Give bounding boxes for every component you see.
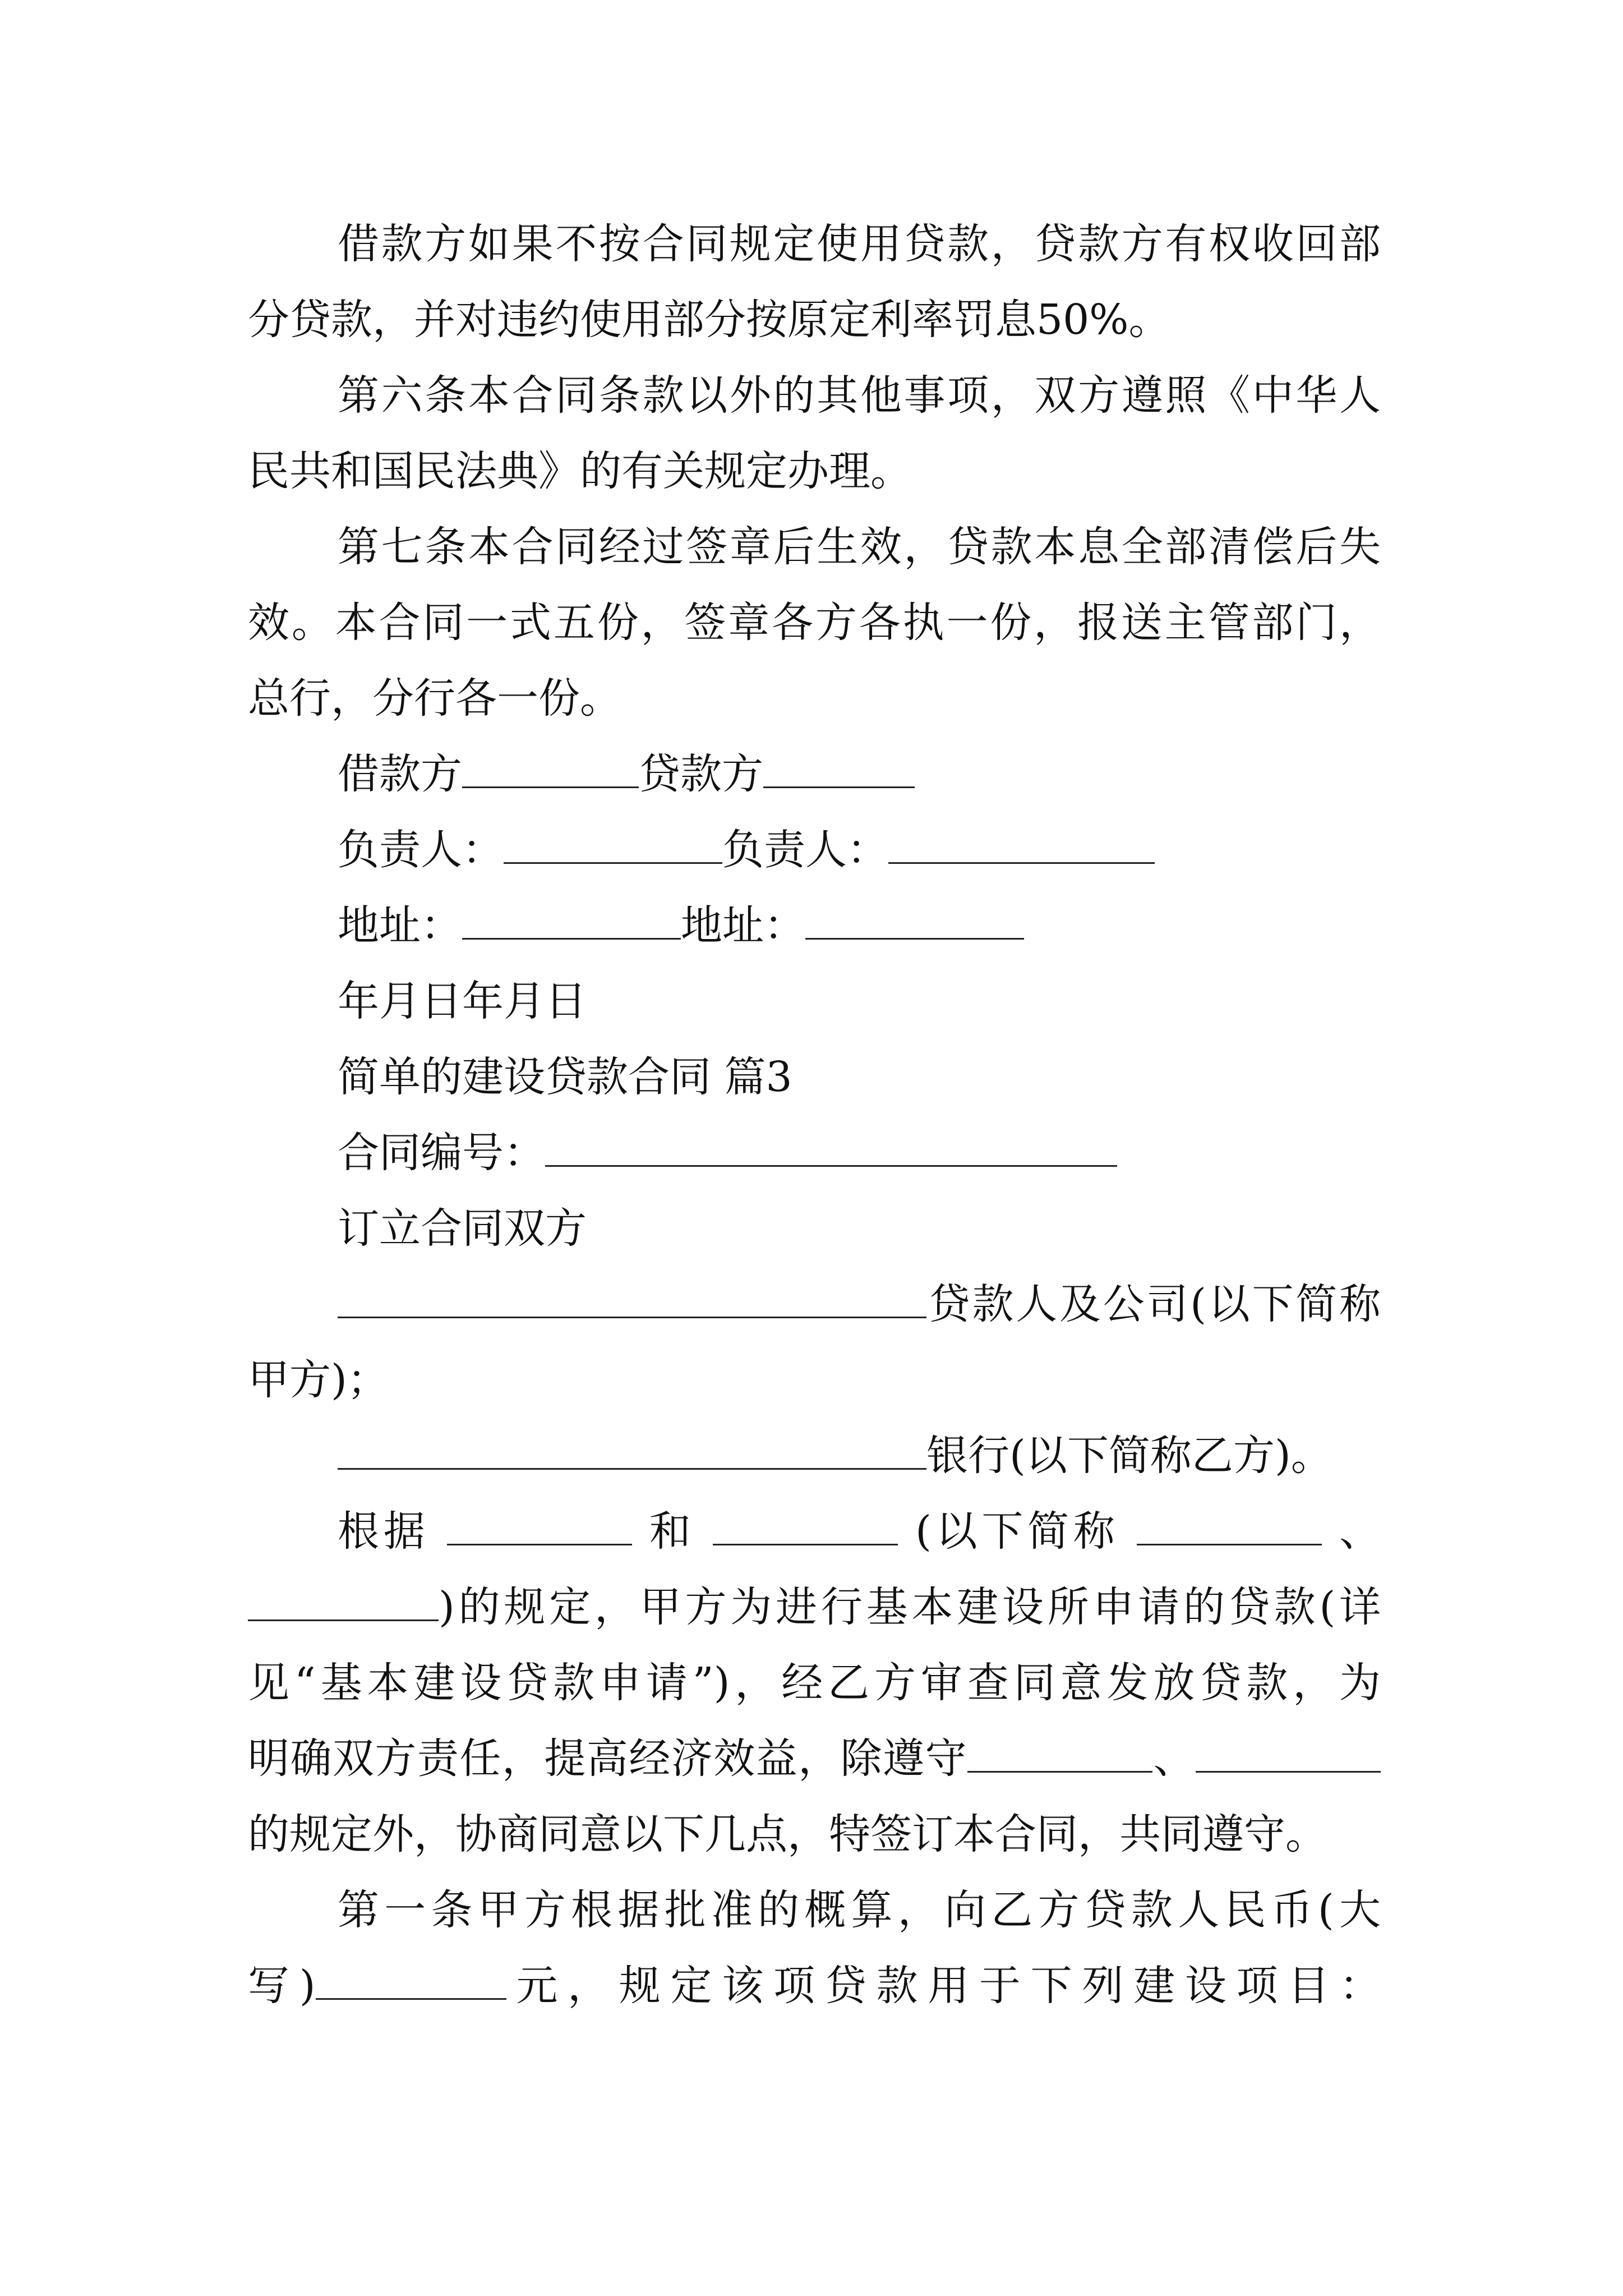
section-title: 简单的建设贷款合同 篇3	[338, 1053, 792, 1101]
article-7-line: 第七条本合同经过签章后生效，贷款本息全部清偿后失	[338, 523, 1381, 571]
basis-text: 根据	[338, 1507, 430, 1556]
loan-amount-blank	[316, 1959, 506, 2000]
basis-line-3: 见“基本建设贷款申请”)，经乙方审查同意发放贷款，为	[248, 1659, 1381, 1707]
paragraph-line: 借款方如果不按合同规定使用贷款，贷款方有权收回部	[338, 220, 1381, 268]
party-a-text: 贷款人及公司(以下简称	[926, 1280, 1381, 1328]
party-a-blank	[338, 1277, 926, 1318]
party-a-row	[338, 1276, 1381, 1332]
article-7-line: 总行，分行各一份。	[248, 674, 621, 723]
person-in-charge-blank	[888, 823, 1155, 864]
address-blank	[805, 899, 1024, 940]
parties-heading: 订立合同双方	[338, 1204, 587, 1253]
contract-number-row	[338, 1125, 1381, 1181]
borrower-blank	[462, 747, 639, 788]
signature-row-person	[338, 822, 1381, 878]
basis-line-4	[248, 1731, 1381, 1787]
basis-line-5: 的规定外，协商同意以下几点，特签订本合同，共同遵守。	[248, 1810, 1327, 1858]
address-label: 地址：	[681, 901, 805, 950]
article-1-text: 写)	[248, 1962, 316, 2010]
article-1-line: 第一条甲方根据批准的概算，向乙方贷款人民币(大	[338, 1886, 1381, 1934]
lender-label: 贷款方	[639, 750, 763, 798]
basis-text: 明确双方责任，提高经济效益，除遵守	[248, 1734, 968, 1783]
article-6-line: 第六条本合同条款以外的其他事项，双方遵照《中华人	[338, 371, 1381, 420]
party-b-row	[338, 1428, 1381, 1484]
person-in-charge-blank	[504, 823, 722, 864]
signature-row-parties	[338, 746, 1381, 802]
basis-blank	[248, 1580, 439, 1621]
person-in-charge-label: 负责人：	[722, 826, 888, 874]
signature-dates: 年月日年月日	[338, 977, 587, 1025]
signature-row-address	[338, 898, 1381, 954]
basis-line-1	[338, 1503, 1381, 1559]
basis-text: )的规定，甲方为进行基本建设所申请的贷款(详	[439, 1583, 1381, 1631]
basis-text: 、	[1339, 1507, 1381, 1556]
paragraph-line: 分贷款，并对违约使用部分按原定利率罚息50%。	[248, 296, 1170, 344]
basis-blank	[1137, 1504, 1322, 1545]
borrower-label: 借款方	[338, 750, 462, 798]
contract-number-label: 合同编号：	[338, 1129, 545, 1177]
article-1-text: 元，规定该项贷款用于下列建设项目：	[506, 1962, 1381, 2010]
basis-text: (以下简称	[915, 1507, 1119, 1556]
basis-blank	[1196, 1732, 1381, 1773]
basis-text: 和	[649, 1507, 695, 1556]
article-6-line: 民共和国民法典》的有关规定办理。	[248, 447, 912, 495]
person-in-charge-label: 负责人：	[338, 826, 504, 874]
basis-blank	[967, 1732, 1152, 1773]
article-1-line	[248, 1958, 1381, 2014]
basis-text: 、	[1152, 1734, 1196, 1783]
basis-blank	[713, 1504, 898, 1545]
basis-line-2	[248, 1579, 1381, 1635]
party-b-blank	[338, 1429, 926, 1470]
party-a-continuation: 甲方)；	[248, 1356, 389, 1404]
article-7-line: 效。本合同一式五份，签章各方各执一份，报送主管部门，	[248, 599, 1381, 647]
contract-number-blank	[545, 1126, 1117, 1167]
party-b-text: 银行(以下简称乙方)。	[926, 1432, 1332, 1480]
basis-blank	[447, 1504, 632, 1545]
address-blank	[462, 899, 681, 940]
lender-blank	[763, 747, 915, 788]
address-label: 地址：	[338, 901, 462, 950]
